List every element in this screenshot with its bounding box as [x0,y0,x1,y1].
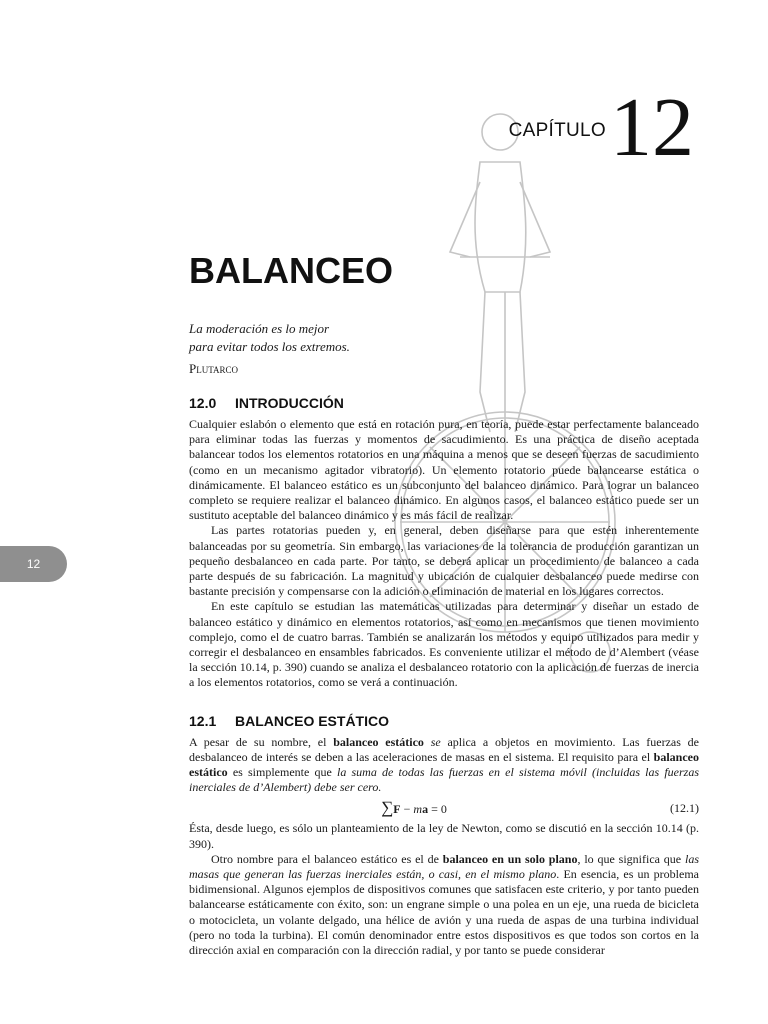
epigraph-line-2: para evitar todos los extremos. [189,339,350,354]
paragraph-static-1: A pesar de su nombre, el balanceo estático se aplica a objetos en movimiento. Las fuerzas de desbalanceo de interés se deben a las aceleraciones de masas en el sistema. El requisito para el balanceo estático es simplemente que la suma de todas las fuerzas en el sistema móvil (incluidas las fuerzas inerciales de d’Alembert) debe ser cero. [189,734,700,795]
chapter-title: BALANCEO [189,250,393,291]
epigraph-line-1: La moderación es lo mejor [189,321,330,336]
section-heading-static [189,711,699,735]
chapter-heading [508,81,694,174]
chapter-number: 12 [610,81,694,174]
equation-formula: ∑F − ma = 0 [381,798,447,818]
paragraph-intro-3: En este capítulo se estudian las matemáticas utilizadas para determinar y diseñar un estado de balanceo estático y dinámico en elementos rotatorios, así como en mecanismos que tienen movimiento complejo, como el de cuatro barras. También se analizarán los métodos y equipo utilizados para medir y corregir el desbalanceo en ensambles fabricados. Es conveniente utilizar el método de d’Alembert (véase la sección 10.14, p. 390) cuando se analiza el desbalanceo rotatorio con la aplicación de fuerzas de inercia a los elementos rotatorios, como se verá a continuación. [189,599,699,690]
epigraph [189,320,350,378]
epigraph-author: Plutarco [189,361,239,376]
paragraph-intro-1: Cualquier eslabón o elemento que está en rotación pura, en teoría, puede estar perfectamente balanceado para eliminar todas las fuerzas y momentos de sacudimiento. Es una práctica de diseño aceptada balancear todos los elementos rotatorios en una máquina a menos que se deseen fuerzas de sacudimiento (como en un mecanismo agitador vibratorio). Un elemento rotatorio puede balancearse estática o dinámicamente. El balanceo estático es un subconjunto del balanceo dinámico. Para lograr un balanceo completo se requiere realizar el balanceo dinámico. En algunos casos, el balanceo estático puede ser un sustituto aceptable del balanceo dinámico y es más fácil de realizar. [189,417,699,523]
section-title: INTRODUCCIÓN [235,395,344,411]
section-title: BALANCEO ESTÁTICO [235,712,389,729]
section-number: 12.0 [189,395,217,411]
paragraph-static-2: Ésta, desde luego, es sólo un planteamiento de la ley de Newton, como se discutió en la sección 10.14 (p. 390). [189,821,699,851]
page-content [189,393,699,958]
section-number: 12.1 [189,712,217,729]
paragraph-intro-2: Las partes rotatorias pueden y, en general, deben diseñarse para que estén inherentemente balanceadas por su geometría. Sin embargo, las variaciones de la tolerancia de producción garantizan un pequeño desbalanceo en cada parte. Por tanto, se deberá aplicar un procedimiento de balanceo a cada parte después de su fabricación. La magnitud y ubicación de cualquier desbalanceo puede medirse con bastante precisión y compensarse con la adición o eliminación de material en los lugares correctos. [189,523,699,599]
chapter-label: CAPÍTULO [508,120,606,141]
section-heading-intro [189,393,699,417]
chapter-side-tab: 12 [0,546,67,582]
equation-number: (12.1) [670,800,699,815]
paragraph-static-3: Otro nombre para el balanceo estático es el de balanceo en un solo plano, lo que significa que las masas que generan las fuerzas inerciales están, o casi, en el mismo plano. En esencia, es un problema bidimensional. Algunos ejemplos de dispositivos comunes que satisfacen este criterio, y por tanto pueden balancearse estáticamente con éxito, son: un engrane simple o una polea en un eje, una rueda de bicicleta o motocicleta, un volante delgado, una hélice de avión y una rueda de aspas de una turbina individual (pero no toda la turbina). El común denominador entre estos dispositivos es que todos son cortos en la dirección axial en comparación con la dirección radial, y por tanto se puede considerar [189,851,699,958]
equation-12-1 [189,795,699,821]
